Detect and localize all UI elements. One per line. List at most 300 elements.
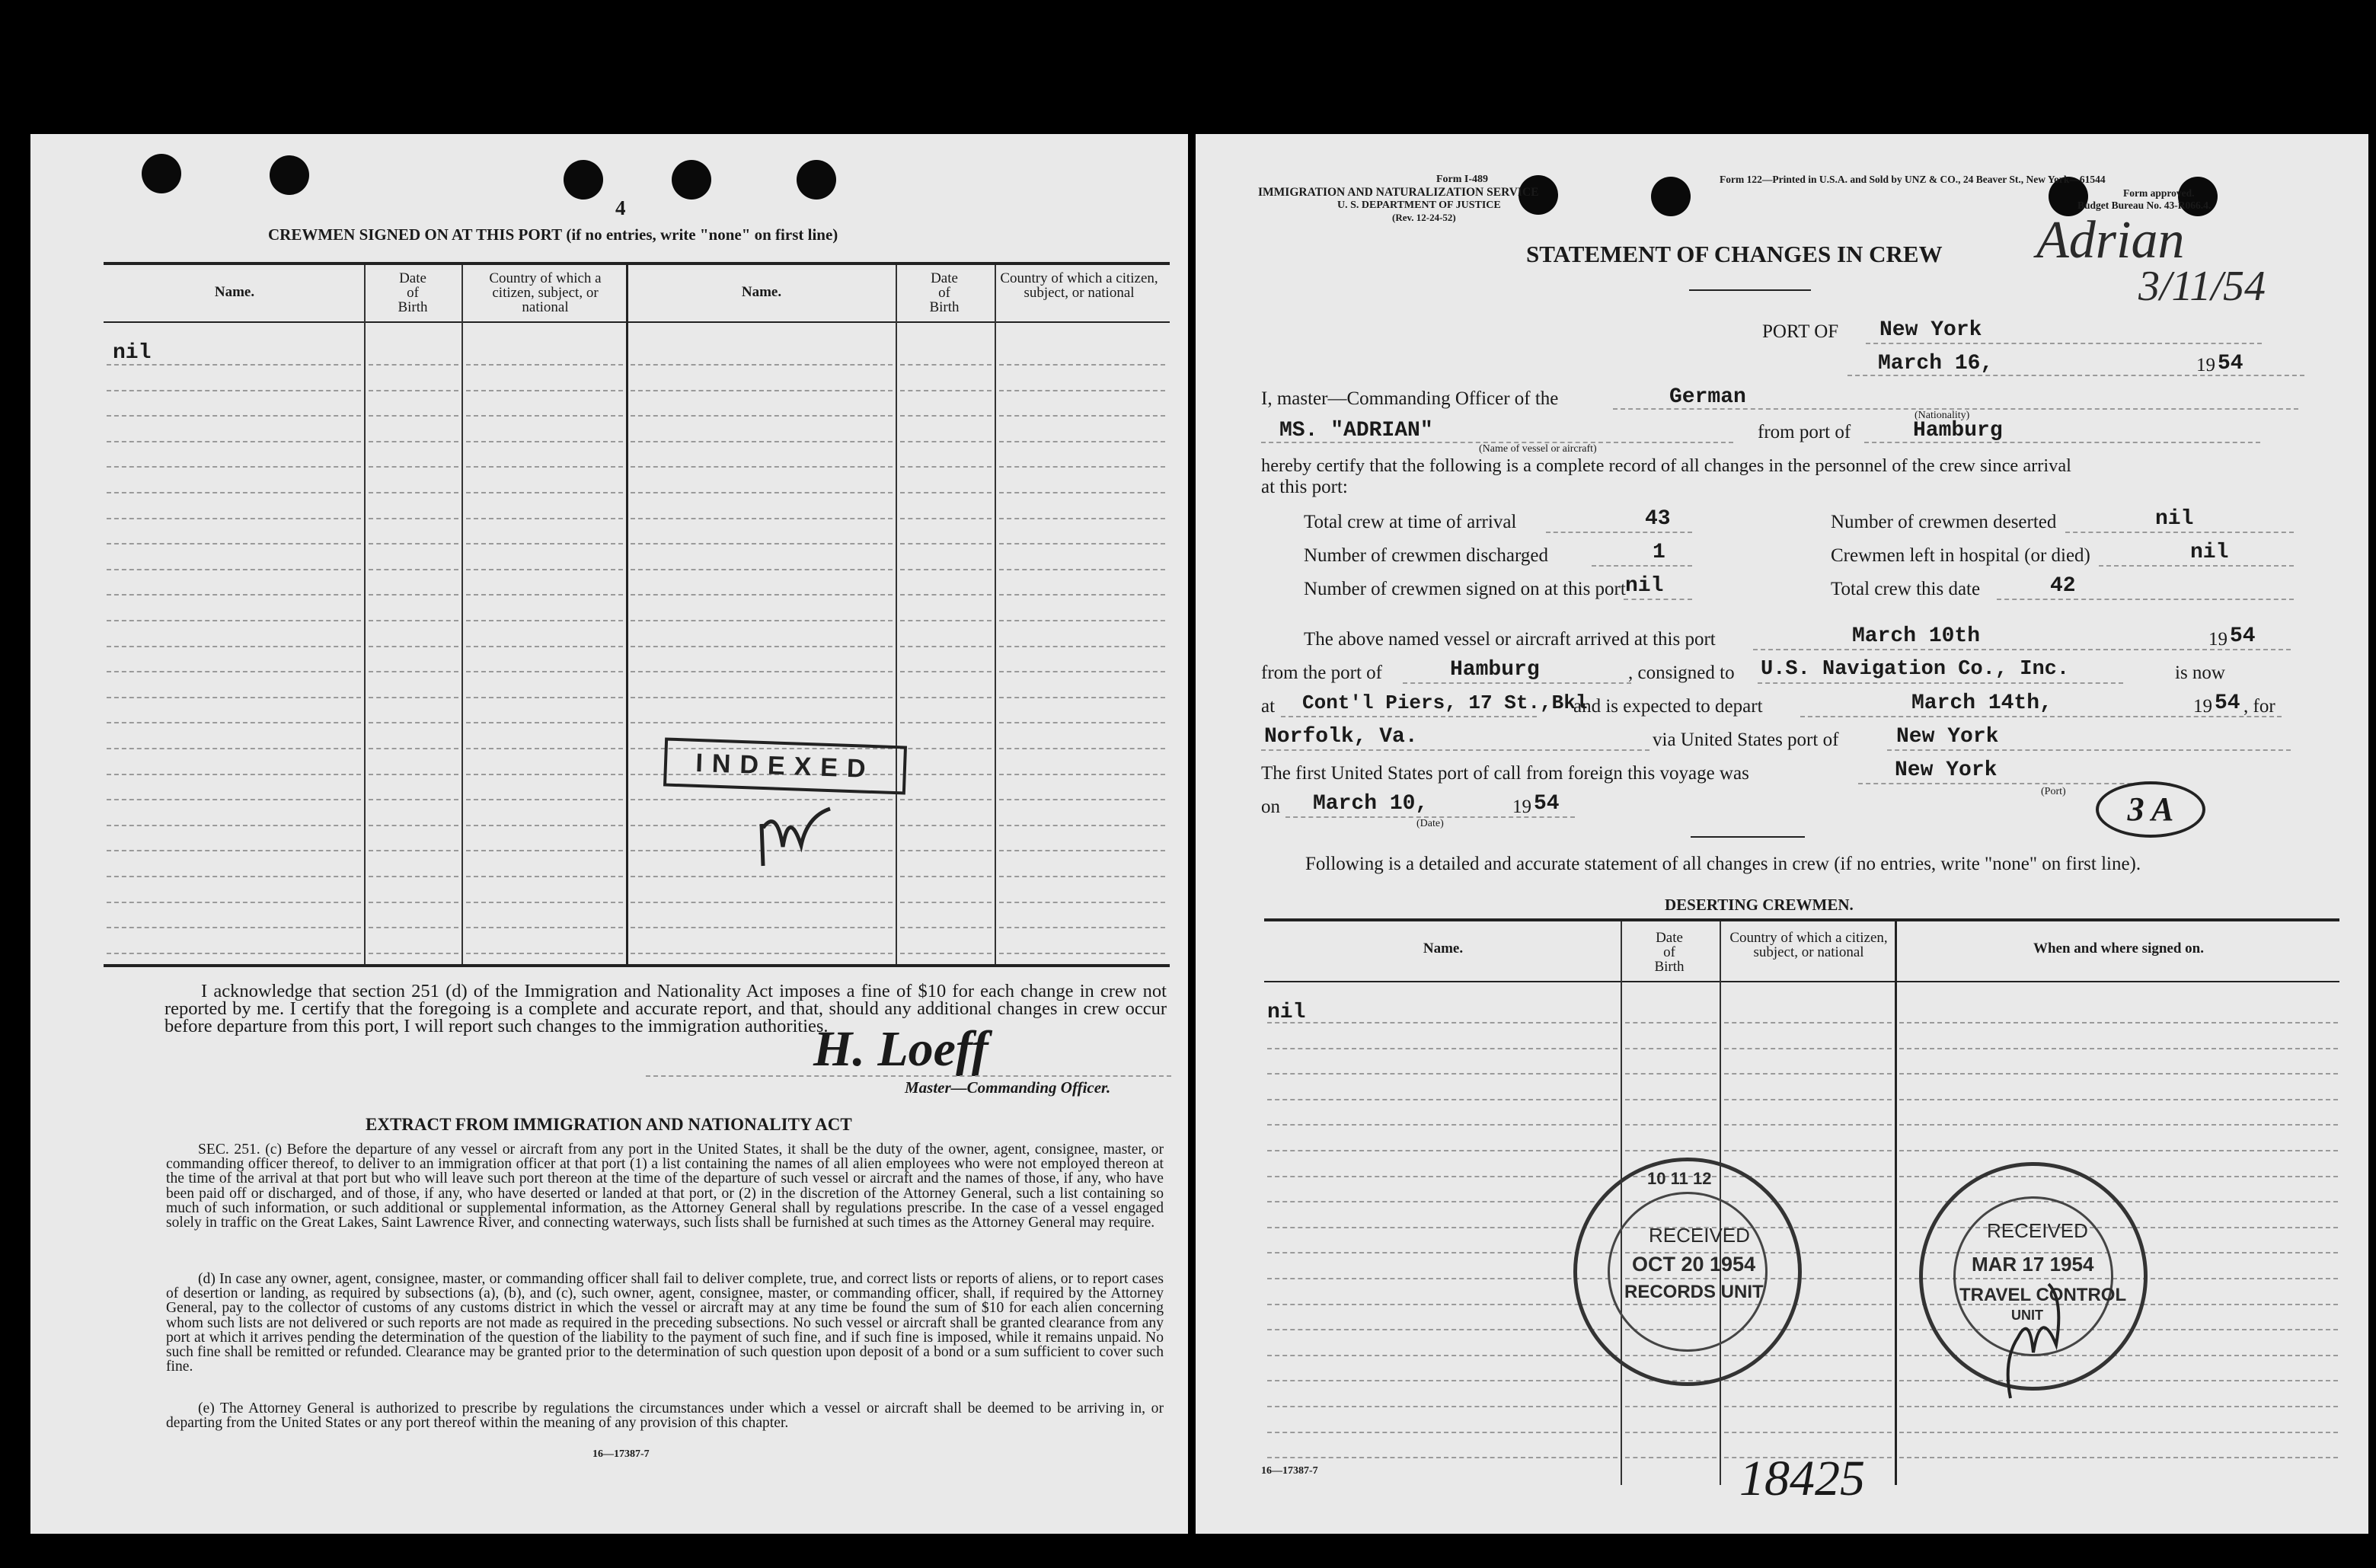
table-row-line (466, 364, 623, 366)
form-revision: (Rev. 12-24-52) (1392, 212, 1456, 223)
table-row-line (1625, 1457, 1717, 1458)
column-divider (995, 265, 996, 964)
table-row-line (900, 620, 992, 621)
indexed-stamp (663, 737, 907, 794)
table-row-line (466, 825, 623, 826)
table-row-line (369, 415, 458, 417)
vessel-annotation: Adrian (2036, 211, 2185, 270)
budget-number: Budget Bureau No. 43-R066.4. (2077, 200, 2212, 211)
table-row-line (631, 594, 893, 596)
table-row-line (107, 902, 361, 903)
table-row-line (369, 850, 458, 851)
depart-year: 54 (2215, 691, 2240, 715)
section-title: CREWMEN SIGNED ON AT THIS PORT (268, 225, 563, 244)
table-row-line (369, 594, 458, 596)
first-port-text: The first United States port of call from foreign this voyage was (1261, 763, 1749, 784)
table-row-line (1267, 1406, 1618, 1407)
table-row-line (999, 492, 1165, 493)
is-now-label: is now (2175, 663, 2225, 683)
table-row-line (1625, 1150, 1717, 1151)
depart-year-prefix: 19 (2193, 696, 2212, 717)
table-row-line (999, 902, 1165, 903)
via-line (1887, 749, 2291, 751)
page-number: 4 (615, 196, 626, 219)
total-arrival-label: Total crew at time of arrival (1304, 512, 1517, 532)
first-entry: nil (113, 341, 152, 365)
initials-mark (1957, 1269, 2094, 1406)
table-row-line (1899, 1048, 2338, 1049)
table-row-line (1267, 1099, 1618, 1100)
table-row-line (999, 825, 1165, 826)
table-row-line (466, 518, 623, 519)
table-row-line (631, 441, 893, 442)
right-footer-code: 16—17387-7 (1261, 1465, 1318, 1477)
table-row-line (466, 646, 623, 647)
stamp-date: OCT 20 1954 (1632, 1253, 1756, 1276)
table-row-line (466, 415, 623, 417)
table-row-line (1899, 1022, 2338, 1024)
col-header-signed-on: When and where signed on. (2033, 940, 2204, 956)
table-row-line (900, 953, 992, 954)
table-row-line (999, 518, 1165, 519)
table-row-line (900, 902, 992, 903)
table-row-line (999, 646, 1165, 647)
agency-name: IMMIGRATION AND NATURALIZATION SERVICE (1258, 186, 1539, 199)
table-row-line (631, 953, 893, 954)
table-row-line (466, 390, 623, 391)
table-row-line (466, 594, 623, 596)
table-row-line (369, 569, 458, 570)
table-row-line (631, 364, 893, 366)
table-row-line (369, 364, 458, 366)
table-row-line (1267, 1278, 1618, 1279)
table-row-line (900, 569, 992, 570)
date-annotation: 3/11/54 (2138, 263, 2266, 310)
table-row-line (466, 492, 623, 493)
table-header-rule (1264, 981, 2339, 982)
certify-line-2: at this port: (1261, 477, 1348, 497)
table-row-line (1724, 1380, 1892, 1381)
table-top-rule (1264, 918, 2339, 921)
department-name: U. S. DEPARTMENT OF JUSTICE (1337, 200, 1501, 211)
destination-value: Norfolk, Va. (1264, 725, 1418, 749)
table-row-line (900, 722, 992, 723)
table-row-line (369, 774, 458, 775)
table-row-line (1625, 1022, 1717, 1024)
punch-hole (797, 160, 836, 200)
col-header-dob: Date of Birth (398, 270, 428, 315)
table-row-line (1267, 1048, 1618, 1049)
consigned-label: , consigned to (1628, 663, 1735, 683)
table-row-line (900, 774, 992, 775)
table-row-line (466, 441, 623, 442)
on-year-prefix: 19 (1512, 797, 1531, 817)
table-row-line (107, 646, 361, 647)
table-row-line (999, 543, 1165, 544)
divider-rule (1691, 836, 1805, 838)
deserted-line (2065, 532, 2294, 533)
table-row-line (107, 774, 361, 775)
acknowledgement-text: I acknowledge that section 251 (d) of the Immigration and Nationality Act imposes a fine of $10 for each change in crew not reported by me. I certify that the foregoing is a complete and accurate report, and that, should any additional changes in crew occur before departure from this port, I will report such changes to the immigration authorities. (164, 981, 1167, 1036)
column-divider (461, 265, 463, 964)
depart-label: and is expected to depart (1573, 696, 1763, 717)
punch-hole (1651, 177, 1691, 216)
table-row-line (999, 390, 1165, 391)
table-row-line (631, 671, 893, 672)
records-unit-stamp (1573, 1158, 1802, 1386)
punch-hole (564, 160, 603, 200)
table-row-line (1267, 1150, 1618, 1151)
table-row-line (999, 594, 1165, 596)
table-row-line (466, 722, 623, 723)
table-row-line (107, 466, 361, 468)
table-row-line (107, 748, 361, 749)
table-row-line (1724, 1073, 1892, 1075)
table-row-line (466, 671, 623, 672)
table-row-line (900, 518, 992, 519)
table-row-line (369, 390, 458, 391)
table-row-line (369, 492, 458, 493)
table-row-line (369, 876, 458, 877)
depart-value: March 14th, (1911, 691, 2052, 715)
table-row-line (631, 927, 893, 928)
on-label: on (1261, 797, 1280, 817)
table-row-line (107, 825, 361, 826)
table-row-line (1267, 1457, 1618, 1458)
table-row-line (107, 671, 361, 672)
circled-code-text: 3 A (2127, 790, 2174, 828)
table-row-line (107, 927, 361, 928)
form-number: Form I-489 (1436, 174, 1489, 185)
table-row-line (369, 722, 458, 723)
consigned-value: U.S. Navigation Co., Inc. (1761, 658, 2070, 681)
table-row-line (107, 850, 361, 851)
table-row-line (369, 466, 458, 468)
table-row-line (107, 620, 361, 621)
table-row-line (107, 492, 361, 493)
vessel-value: MS. "ADRIAN" (1279, 419, 1433, 442)
punch-hole (270, 155, 309, 195)
table-row-line (1625, 1073, 1717, 1075)
from-port-of-label: from the port of (1261, 663, 1382, 683)
table-row-line (1267, 1252, 1618, 1253)
table-row-line (631, 492, 893, 493)
table-row-line (999, 671, 1165, 672)
stamp-unit: RECORDS UNIT (1624, 1282, 1764, 1302)
date-caption: (Date) (1416, 818, 1444, 829)
col-header-country: Country of which a citizen, subject, or national (1000, 270, 1158, 301)
table-row-line (369, 441, 458, 442)
from-port-of-line (1403, 682, 1631, 684)
signature-line (646, 1075, 1171, 1077)
hospital-value: nil (2190, 541, 2229, 564)
col-header-name: Name. (214, 284, 255, 300)
signed-on-value: nil (1625, 574, 1664, 598)
column-divider (1895, 921, 1897, 1485)
table-row-line (369, 543, 458, 544)
port-value: New York (1879, 318, 1982, 342)
table-row-line (631, 620, 893, 621)
table-row-line (369, 697, 458, 698)
table-row-line (107, 569, 361, 570)
table-row-line (107, 876, 361, 877)
table-row-line (466, 543, 623, 544)
table-row-line (369, 518, 458, 519)
table-row-line (1899, 1073, 2338, 1075)
table-row-line (107, 697, 361, 698)
table-row-line (466, 748, 623, 749)
total-date-value: 42 (2050, 574, 2076, 598)
table-row-line (631, 518, 893, 519)
table-row-line (1267, 1176, 1618, 1177)
table-row-line (1899, 1406, 2338, 1407)
table-row-line (466, 927, 623, 928)
section-heading (268, 225, 838, 244)
table-row-line (369, 620, 458, 621)
year-value: 54 (2218, 352, 2243, 375)
table-row-line (900, 850, 992, 851)
punch-hole (142, 154, 181, 193)
punch-hole (672, 160, 711, 200)
stamp-received: RECEIVED (1987, 1219, 2088, 1242)
port-of-label: PORT OF (1762, 321, 1839, 342)
port-line (1866, 343, 2262, 344)
col-header-country: Country of which a citizen, subject, or national (1729, 930, 1888, 960)
table-row-line (999, 697, 1165, 698)
table-row-line (999, 927, 1165, 928)
nationality-value: German (1669, 385, 1746, 409)
from-port-of-value: Hamburg (1450, 658, 1540, 682)
stamp-month-ring: 10 11 12 (1647, 1169, 1712, 1188)
column-divider (364, 265, 366, 964)
table-row-line (1724, 1048, 1892, 1049)
table-row-line (999, 569, 1165, 570)
table-row-line (1724, 1150, 1892, 1151)
table-row-line (369, 748, 458, 749)
table-row-line (900, 364, 992, 366)
discharged-line (1592, 565, 1692, 567)
master-text: I, master—Commanding Officer of the (1261, 388, 1559, 409)
table-row-line (1267, 1355, 1618, 1356)
total-arrival-line (1546, 532, 1692, 533)
table-row-line (900, 825, 992, 826)
table-row-line (369, 671, 458, 672)
table-row-line (631, 543, 893, 544)
table-row-line (1267, 1022, 1618, 1024)
table-row-line (1267, 1227, 1618, 1228)
indexed-stamp-text: INDEXED (695, 748, 876, 784)
table-row-line (1267, 1432, 1618, 1433)
col-header-country: Country of which a citizen, subject, or national (489, 270, 602, 315)
signed-on-label: Number of crewmen signed on at this port (1304, 579, 1626, 599)
table-row-line (1625, 1432, 1717, 1433)
total-date-label: Total crew this date (1831, 579, 1981, 599)
first-entry: nil (1267, 1001, 1306, 1024)
table-row-line (107, 441, 361, 442)
table-row-line (1724, 1124, 1892, 1126)
col-header-dob: Date of Birth (929, 270, 960, 315)
deserted-value: nil (2155, 507, 2194, 531)
table-header-rule (104, 321, 1170, 323)
table-row-line (466, 850, 623, 851)
table-row-line (1267, 1124, 1618, 1126)
stamp-date: MAR 17 1954 (1972, 1253, 2094, 1276)
table-row-line (999, 415, 1165, 417)
port-caption: (Port) (2041, 786, 2066, 797)
table-row-line (1899, 1124, 2338, 1126)
nationality-caption: (Nationality) (1915, 410, 1970, 421)
table-row-line (107, 518, 361, 519)
date-value: March 16, (1878, 352, 1994, 375)
year-prefix: 19 (2196, 355, 2215, 375)
total-arrival-value: 43 (1645, 507, 1671, 531)
table-row-line (1267, 1380, 1618, 1381)
table-row-line (1899, 1432, 2338, 1433)
table-row-line (466, 620, 623, 621)
circled-code (2096, 781, 2205, 838)
table-row-line (999, 748, 1165, 749)
discharged-value: 1 (1653, 541, 1665, 564)
table-row-line (1724, 1099, 1892, 1100)
table-row-line (369, 799, 458, 800)
extract-title: EXTRACT FROM IMMIGRATION AND NATIONALITY ACT (366, 1115, 852, 1134)
arrived-year: 54 (2230, 624, 2256, 648)
vessel-caption: (Name of vessel or aircraft) (1479, 443, 1597, 455)
table-row-line (369, 953, 458, 954)
table-row-line (107, 390, 361, 391)
left-footer-code: 16—17387-7 (592, 1448, 650, 1460)
total-date-line (1997, 599, 2294, 600)
table-row-line (900, 543, 992, 544)
initials-mark (746, 794, 853, 877)
via-label: via United States port of (1653, 730, 1839, 750)
file-number: 18425 (1739, 1451, 1865, 1506)
right-page (1196, 134, 2368, 1534)
table-row-line (900, 415, 992, 417)
table-row-line (631, 466, 893, 468)
table-row-line (466, 953, 623, 954)
table-row-line (900, 492, 992, 493)
table-row-line (631, 697, 893, 698)
table-row-line (999, 953, 1165, 954)
table-row-line (369, 902, 458, 903)
consigned-line (1758, 682, 2123, 684)
table-row-line (466, 697, 623, 698)
stamp-unit-suffix: UNIT (2011, 1308, 2043, 1323)
table-row-line (1899, 1457, 2338, 1458)
col-header-name: Name. (1423, 940, 1464, 956)
table-row-line (1267, 1329, 1618, 1330)
table-row-line (900, 927, 992, 928)
discharged-label: Number of crewmen discharged (1304, 545, 1548, 566)
signed-on-line (1624, 599, 1692, 600)
col-header-dob: Date of Birth (1654, 930, 1685, 975)
table-row-line (466, 774, 623, 775)
table-row-line (466, 569, 623, 570)
table-row-line (999, 850, 1165, 851)
column-divider (626, 265, 628, 964)
at-line (1281, 716, 1537, 717)
stamp-received: RECEIVED (1649, 1224, 1750, 1247)
signature-caption: Master—Commanding Officer. (905, 1078, 1111, 1097)
table-row-line (900, 671, 992, 672)
table-row-line (999, 876, 1165, 877)
table-row-line (1625, 1099, 1717, 1100)
table-row-line (900, 646, 992, 647)
table-row-line (107, 364, 361, 366)
table-row-line (369, 825, 458, 826)
table-row-line (999, 364, 1165, 366)
following-text: Following is a detailed and accurate statement of all changes in crew (if no entries, write "none" on first line). (1305, 854, 2141, 874)
table-row-line (369, 646, 458, 647)
table-row-line (107, 953, 361, 954)
table-row-line (1724, 1022, 1892, 1024)
section-note: (if no entries, write "none" on first line) (566, 225, 838, 244)
table-row-line (999, 620, 1165, 621)
table-row-line (900, 697, 992, 698)
table-row-line (631, 390, 893, 391)
table-row-line (1267, 1304, 1618, 1305)
table-row-line (900, 390, 992, 391)
hospital-line (2099, 565, 2294, 567)
title-rule (1689, 289, 1811, 291)
table-top-rule (104, 262, 1170, 265)
table-row-line (999, 799, 1165, 800)
table-row-line (999, 441, 1165, 442)
first-port-value: New York (1895, 758, 1998, 782)
left-page (30, 134, 1188, 1534)
table-row-line (369, 927, 458, 928)
table-row-line (999, 774, 1165, 775)
certify-line-1: hereby certify that the following is a complete record of all changes in the personnel of the crew since arrival (1261, 455, 2071, 476)
table-row-line (1899, 1176, 2338, 1177)
table-row-line (1267, 1073, 1618, 1075)
table-row-line (466, 902, 623, 903)
table-row-line (631, 646, 893, 647)
arrived-year-prefix: 19 (2208, 629, 2228, 650)
section-251-d: (d) In case any owner, agent, consignee, master, or commanding officer shall fail to deliver complete, true, and correct lists or reports of aliens, or to report cases of desertion or landing, as required by subsections (a), (b), and (c), such owner, agent, consignee, master, or commanding officer, shall, if required by the Attorney General, pay to the collector of customs of any customs district in which the vessel or aircraft may at any time be found the sum of $10 for each alien concerning whom such lists are not delivered or such reports are not made as required in the preceding subsections. No such vessel or aircraft shall be granted clearance from any port at which it arrives pending the determination of the question of the liability to the payment of such fine, and if such fine is imposed, while it remains unpaid. No such fine shall be remitted or refunded. Clearance may be granted prior to the determination of such question upon deposit of a bond or a sum sufficient to cover such fine. (166, 1271, 1164, 1375)
table-row-line (1899, 1099, 2338, 1100)
on-value: March 10, (1313, 792, 1429, 816)
table-row-line (631, 569, 893, 570)
via-value: New York (1896, 725, 1999, 749)
table-row-line (900, 799, 992, 800)
table-row-line (466, 466, 623, 468)
table-row-line (1267, 1201, 1618, 1202)
deserting-title: DESERTING CREWMEN. (1665, 896, 1854, 914)
at-label: at (1261, 696, 1276, 717)
table-row-line (631, 902, 893, 903)
col-header-name: Name. (741, 284, 782, 300)
destination-line (1261, 749, 1649, 751)
from-port-label: from port of (1758, 422, 1851, 442)
table-row-line (900, 466, 992, 468)
table-bottom-rule (104, 964, 1170, 967)
section-251-c: SEC. 251. (c) Before the departure of any vessel or aircraft from any port in the United States, it shall be the duty of the owner, agent, consignee, master, or commanding officer thereof, to deliver to an immigration officer at that port (1) a list containing the names of all alien employees who were not employed thereon at the time of the arrival at that port but who will leave such port thereon at the time of the departure of such vessel or aircraft and the names of those, if any, who have been paid off or discharged, and of those, if any, who have deserted or landed at that port, or (2) in the discretion of the Attorney General, such a list containing so much of such information, or such additional or supplemental information, as the Attorney General shall by regulations prescribe. In the case of a vessel engaged solely in traffic on the Great Lakes, Saint Lawrence River, and connecting waterways, such lists shall be furnished at such times as the Attorney General may require. (166, 1142, 1164, 1231)
deserted-label: Number of crewmen deserted (1831, 512, 2057, 532)
budget-approval: Form approved. (2123, 187, 2195, 199)
for-label: , for (2243, 696, 2275, 717)
table-row-line (107, 722, 361, 723)
table-row-line (900, 876, 992, 877)
hospital-label: Crewmen left in hospital (or died) (1831, 545, 2090, 566)
form-title: STATEMENT OF CHANGES IN CREW (1526, 241, 1943, 267)
table-row-line (1625, 1048, 1717, 1049)
table-row-line (1899, 1150, 2338, 1151)
table-row-line (107, 543, 361, 544)
table-row-line (1724, 1406, 1892, 1407)
arrived-text: The above named vessel or aircraft arrived at this port (1304, 629, 1716, 650)
